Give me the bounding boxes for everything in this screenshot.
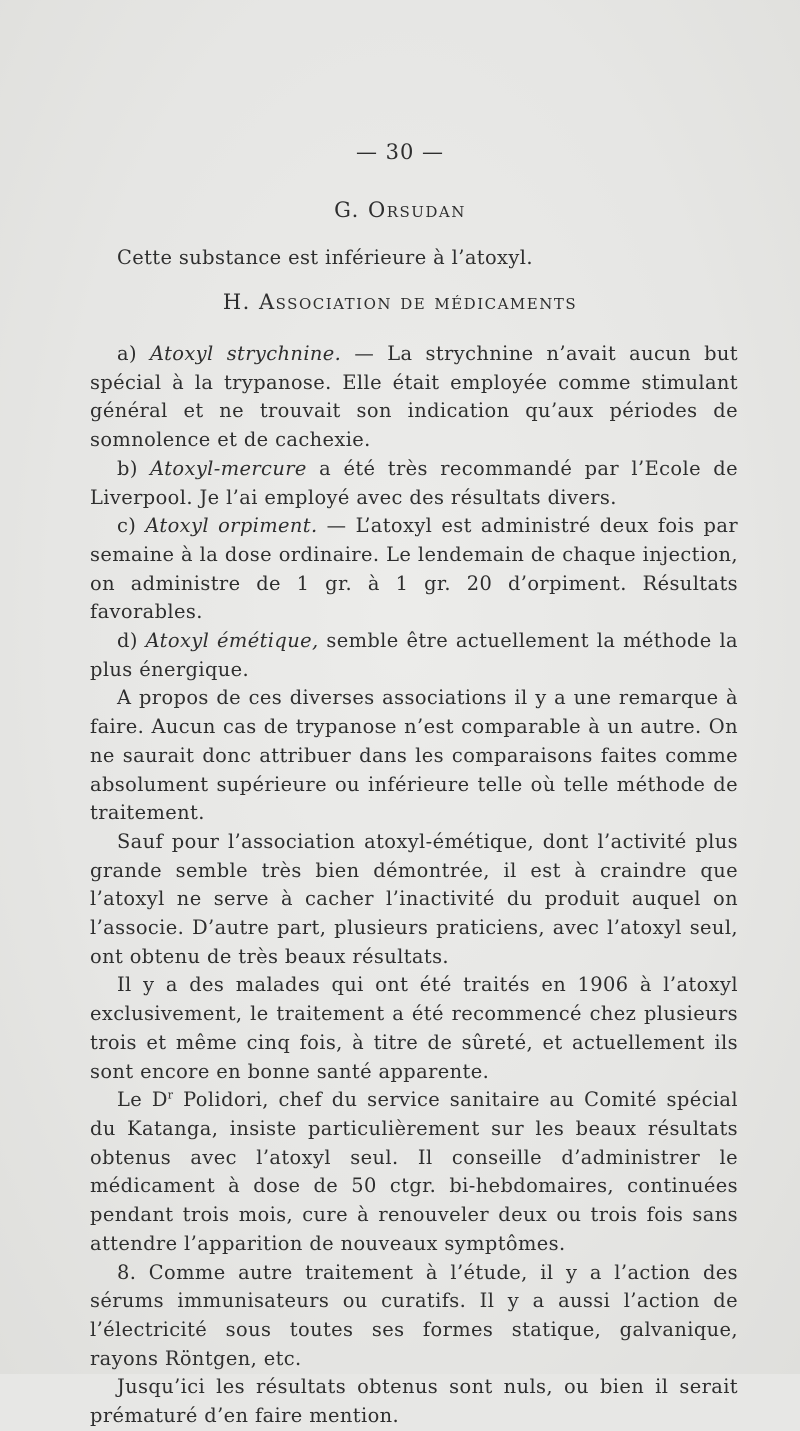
item-a-name: Atoxyl strychnine. xyxy=(150,342,342,365)
item-a xyxy=(90,340,738,455)
item-d-text: semble être actuellement la méthode la plus énergique. xyxy=(90,629,739,681)
polidori-lead: Le D xyxy=(117,1088,168,1112)
paragraph-malades: Il y a des malades qui ont été traités en 1906 à l’atoxyl exclusivement, le traitement a été recommencé chez plusieurs trois et même cinq fois, à titre de sûreté, et actuellement ils sont encore en bonne santé apparente. xyxy=(90,973,738,1083)
item-c-text: — L’atoxyl est administré deux fois par semaine à la dose ordinaire. Le lendemain de chaque injection, on administre de 1 gr. à 1 gr. 20 d’orpiment. Résultats favorables. xyxy=(90,514,738,624)
item-a-label: a) xyxy=(117,342,151,365)
section-g-text: Cette substance est inférieure à l’atoxyl. xyxy=(117,246,533,269)
section-h-heading: H. Association de médicaments xyxy=(222,290,578,314)
paragraph-8: 8. Comme autre traitement à l’étude, il y a l’action des sérums immunisateurs ou curatifs. Il y a aussi l’action de l’électricité sous toutes ses formes statique, galvanique, rayons Röntgen, etc. xyxy=(90,1260,738,1370)
item-b-text: a été très recommandé par l’Ecole de Liverpool. Je l’ai employé avec des résultats divers. xyxy=(90,456,739,509)
item-a-text: — La strychnine n’avait aucun but spécial à la trypanose. Elle était employée comme stimulant général et ne trouvait son indication qu’aux périodes de somnolence et de cachexie. xyxy=(90,342,738,452)
polidori-superscript: r xyxy=(167,1088,174,1102)
paragraph-propos: A propos de ces diverses associations il y a une remarque à faire. Aucun cas de trypanose n’est comparable à un autre. On ne saurait donc attribuer dans les comparaisons faites comme absolument supérieure ou inférieure telle où telle méthode de traitement. xyxy=(90,686,738,825)
page-number: — 30 — xyxy=(355,140,445,164)
item-d-name: Atoxyl émétique, xyxy=(145,629,319,653)
item-c-name: Atoxyl orpiment. xyxy=(145,514,318,538)
item-b-name: Atoxyl-mercure xyxy=(150,456,307,480)
paragraph-polidori xyxy=(90,1086,738,1258)
section-h-body xyxy=(90,340,738,1431)
item-d-label: d) xyxy=(117,629,146,653)
paragraph-jusqu: Jusqu’ici les résultats obtenus sont nuls, ou bien il serait prématuré d’en faire mention. xyxy=(90,1375,738,1428)
item-b-label: b) xyxy=(117,456,151,480)
paragraph-sauf: Sauf pour l’association atoxyl-émétique, dont l’activité plus grande semble très bien démontrée, il est à craindre que l’atoxyl ne serve à cacher l’inactivité du produit auquel on l’associe. D’autre part, plusieurs praticiens, avec l’atoxyl seul, ont obtenu de très beaux résultats. xyxy=(90,829,738,968)
item-c xyxy=(90,512,738,627)
item-c-label: c) xyxy=(117,514,146,538)
polidori-text: Polidori, chef du service sanitaire au Comité spécial du Katanga, insiste particulièrement sur les beaux résultats obtenus avec l’atoxyl seul. Il conseille d’administrer le médicament à dose de 50 ctgr. bi-hebdomaires, continuées pendant trois mois, cure à renouveler deux ou trois fois sans attendre l’apparition de nouveaux symptômes. xyxy=(90,1088,738,1255)
item-d xyxy=(90,627,738,684)
section-g-heading: G. Orsudan xyxy=(334,198,466,222)
item-b xyxy=(90,455,738,512)
section-g-body xyxy=(90,244,738,273)
